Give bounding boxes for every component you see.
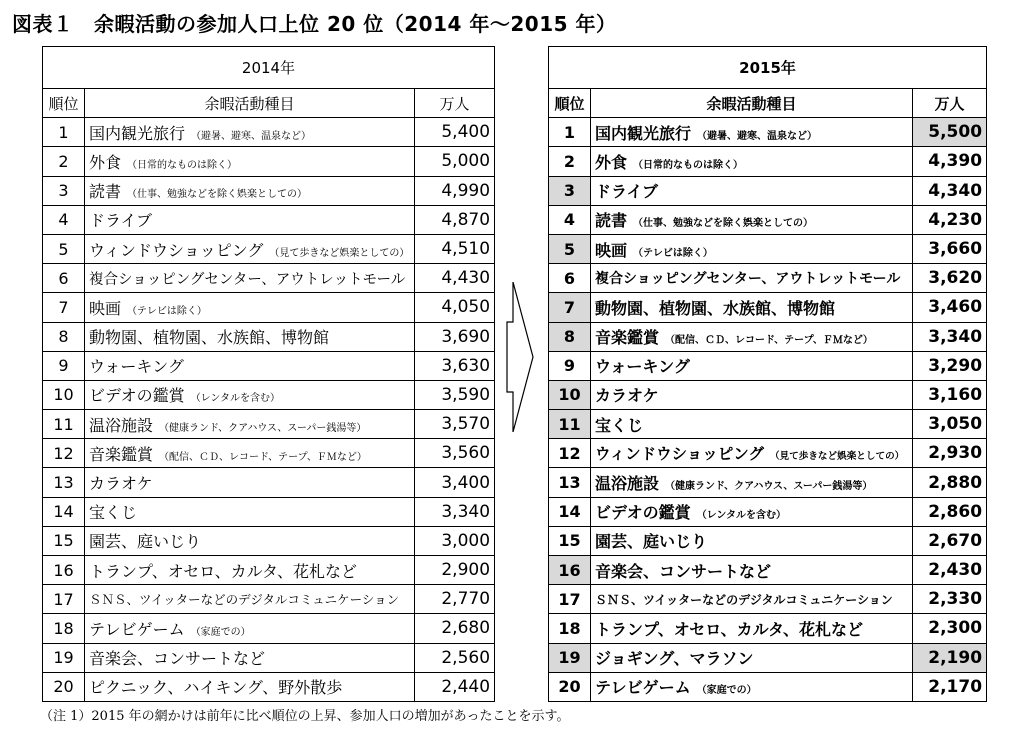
table-row: [549, 468, 987, 497]
value-cell: 3,630: [415, 351, 495, 380]
activity-note: （見て歩きなど娯楽としての）: [769, 451, 905, 463]
rank-cell: 18: [549, 614, 591, 643]
activity-name: ビデオの鑑賞: [595, 503, 691, 523]
activity-cell: [85, 468, 415, 497]
rank-cell: 17: [549, 585, 591, 614]
activity-note: （配信、ＣＤ、レコード、テープ、ＦＭなど）: [665, 335, 873, 347]
activity-name: 動物園、植物園、水族館、博物館: [595, 298, 836, 318]
rank-cell: 12: [43, 439, 85, 468]
activity-name: 外食: [595, 152, 628, 172]
activity-cell: [85, 672, 415, 701]
activity-cell: [591, 234, 913, 263]
value-cell: 3,160: [913, 380, 987, 409]
rank-cell: 13: [549, 468, 591, 497]
table-row: [43, 439, 495, 468]
activity-cell: [591, 614, 913, 643]
activity-name: 国内観光旅行: [89, 123, 186, 143]
rank-cell: 9: [549, 351, 591, 380]
activity-note: （テレビは除く）: [633, 247, 713, 259]
table-row: [549, 351, 987, 380]
activity-note: （レンタルを含む）: [696, 510, 787, 522]
header-activity: 余暇活動種目: [591, 89, 913, 118]
value-cell: 3,340: [913, 322, 987, 351]
value-cell: 4,430: [415, 264, 495, 293]
value-cell: 5,000: [415, 147, 495, 176]
rank-cell: 11: [43, 410, 85, 439]
rank-cell: 9: [43, 351, 85, 380]
value-cell: 5,400: [415, 118, 495, 147]
activity-name: 音楽鑑賞: [595, 328, 660, 348]
activity-name: 映画: [595, 240, 628, 260]
value-cell: 5,500: [913, 118, 987, 147]
activity-cell: [591, 585, 913, 614]
value-cell: 4,230: [913, 205, 987, 234]
table-row: [43, 176, 495, 205]
rank-cell: 11: [549, 410, 591, 439]
activity-cell: [85, 556, 415, 585]
activity-name: ウィンドウショッピング: [89, 240, 264, 260]
table-row: [43, 410, 495, 439]
value-cell: 3,570: [415, 410, 495, 439]
activity-cell: [591, 468, 913, 497]
activity-cell: [85, 643, 415, 672]
rank-cell: 1: [43, 118, 85, 147]
activity-name: ドライブ: [595, 182, 659, 202]
activity-name: ジョギング、マラソン: [595, 649, 754, 669]
value-cell: 2,170: [913, 672, 987, 701]
rank-cell: 3: [549, 176, 591, 205]
activity-name: 読書: [595, 211, 628, 231]
header-unit: 万人: [415, 89, 495, 118]
activity-cell: [591, 497, 913, 526]
table-row: [549, 526, 987, 555]
activity-name: ピクニック、ハイキング、野外散歩: [89, 678, 343, 698]
activity-cell: [85, 351, 415, 380]
table-row: [549, 410, 987, 439]
activity-name: 複合ショッピングセンター、アウトレットモール: [89, 271, 406, 288]
activity-cell: [85, 293, 415, 322]
activity-cell: [85, 380, 415, 409]
activity-cell: [591, 118, 913, 147]
rank-cell: 4: [43, 205, 85, 234]
table-row: [549, 147, 987, 176]
value-cell: 3,620: [913, 264, 987, 293]
activity-cell: [85, 205, 415, 234]
value-cell: 2,440: [415, 672, 495, 701]
activity-cell: [85, 497, 415, 526]
activity-note: （仕事、勉強などを除く娯楽としての）: [127, 189, 308, 201]
table-row: [549, 264, 987, 293]
activity-note: （レンタルを含む）: [190, 393, 281, 405]
rank-cell: 20: [43, 672, 85, 701]
value-cell: 4,050: [415, 293, 495, 322]
rank-cell: 6: [549, 264, 591, 293]
table-row: [549, 614, 987, 643]
arrow-right-icon: [506, 282, 536, 432]
activity-name: カラオケ: [89, 474, 153, 494]
activity-cell: [591, 205, 913, 234]
rank-cell: 10: [549, 380, 591, 409]
activity-cell: [591, 556, 913, 585]
table-2015-year: 2015年: [549, 47, 987, 89]
table-row: [549, 439, 987, 468]
table-row: [43, 234, 495, 263]
table-row: [549, 176, 987, 205]
activity-cell: [591, 439, 913, 468]
table-row: [43, 585, 495, 614]
value-cell: 3,590: [415, 380, 495, 409]
table-row: [43, 497, 495, 526]
activity-cell: [85, 176, 415, 205]
activity-cell: [591, 264, 913, 293]
rank-cell: 2: [43, 147, 85, 176]
table-row: [549, 380, 987, 409]
activity-name: トランプ、オセロ、カルタ、花札など: [595, 619, 864, 639]
activity-cell: [85, 526, 415, 555]
table-row: [43, 468, 495, 497]
activity-note: （仕事、勉強などを除く娯楽としての）: [633, 218, 814, 230]
table-row: [549, 672, 987, 701]
value-cell: 3,460: [913, 293, 987, 322]
activity-cell: [591, 293, 913, 322]
table-row: [43, 293, 495, 322]
activity-name: 宝くじ: [89, 503, 138, 523]
activity-name: ウィンドウショッピング: [595, 445, 764, 464]
rank-cell: 7: [549, 293, 591, 322]
table-2014: [42, 46, 495, 702]
rank-cell: 14: [549, 497, 591, 526]
page-title: 図表１ 余暇活動の参加人口上位 20 位（2014 年～2015 年）: [12, 12, 617, 36]
value-cell: 2,670: [913, 526, 987, 555]
table-row: [549, 293, 987, 322]
value-cell: 2,430: [913, 556, 987, 585]
table-row: [549, 556, 987, 585]
activity-name: ビデオの鑑賞: [89, 386, 185, 406]
table-row: [43, 264, 495, 293]
value-cell: 4,390: [913, 147, 987, 176]
value-cell: 2,560: [415, 643, 495, 672]
table-row: [549, 118, 987, 147]
activity-name: 複合ショッピングセンター、アウトレットモール: [595, 271, 901, 288]
activity-cell: [85, 234, 415, 263]
activity-cell: [591, 643, 913, 672]
rank-cell: 4: [549, 205, 591, 234]
value-cell: 4,990: [415, 176, 495, 205]
rank-cell: 8: [43, 322, 85, 351]
rank-cell: 1: [549, 118, 591, 147]
activity-name: ＳＮＳ、ツイッターなどのデジタルコミュニケーション: [89, 592, 400, 608]
table-row: [549, 205, 987, 234]
table-2015: [548, 46, 987, 702]
table-row: [549, 497, 987, 526]
activity-name: ウォーキング: [89, 357, 184, 377]
value-cell: 2,770: [415, 585, 495, 614]
rank-cell: 13: [43, 468, 85, 497]
table-row: [43, 322, 495, 351]
value-cell: 3,660: [913, 234, 987, 263]
value-cell: 2,680: [415, 614, 495, 643]
table-row: [43, 614, 495, 643]
header-rank: 順位: [43, 89, 85, 118]
activity-cell: [591, 351, 913, 380]
activity-name: 動物園、植物園、水族館、博物館: [89, 328, 330, 348]
activity-name: ＳＮＳ、ツイッターなどのデジタルコミュニケーション: [595, 592, 893, 607]
activity-name: 宝くじ: [595, 415, 644, 435]
header-activity: 余暇活動種目: [85, 89, 415, 118]
rank-cell: 18: [43, 614, 85, 643]
value-cell: 3,340: [415, 497, 495, 526]
rank-cell: 3: [43, 176, 85, 205]
table-row: [549, 585, 987, 614]
activity-note: （家庭での）: [190, 626, 251, 638]
activity-name: 読書: [89, 182, 122, 202]
table-row: [43, 643, 495, 672]
value-cell: 2,330: [913, 585, 987, 614]
table-row: [43, 118, 495, 147]
rank-cell: 19: [549, 643, 591, 672]
rank-cell: 17: [43, 585, 85, 614]
value-cell: 3,050: [913, 410, 987, 439]
table-row: [549, 234, 987, 263]
table-row: [43, 351, 495, 380]
table-row: [43, 526, 495, 555]
value-cell: 3,690: [415, 322, 495, 351]
rank-cell: 5: [43, 234, 85, 263]
activity-cell: [85, 439, 415, 468]
rank-cell: 12: [549, 439, 591, 468]
activity-cell: [591, 410, 913, 439]
value-cell: 4,870: [415, 205, 495, 234]
activity-name: ドライブ: [89, 211, 153, 231]
activity-name: 音楽鑑賞: [89, 444, 154, 464]
value-cell: 2,300: [913, 614, 987, 643]
table-row: [549, 643, 987, 672]
activity-cell: [591, 380, 913, 409]
table-row: [43, 672, 495, 701]
value-cell: 2,190: [913, 643, 987, 672]
activity-cell: [591, 672, 913, 701]
activity-name: 外食: [89, 152, 122, 172]
rank-cell: 20: [549, 672, 591, 701]
table-row: [43, 556, 495, 585]
rank-cell: 14: [43, 497, 85, 526]
activity-name: カラオケ: [595, 386, 659, 406]
value-cell: 3,000: [415, 526, 495, 555]
activity-name: 温浴施設: [595, 474, 660, 494]
activity-name: 園芸、庭いじり: [595, 532, 708, 552]
activity-note: （日常的なものは除く）: [633, 159, 744, 171]
rank-cell: 6: [43, 264, 85, 293]
table-row: [549, 322, 987, 351]
activity-cell: [85, 585, 415, 614]
footnote: （注 1）2015 年の網かけは前年に比べ順位の上昇、参加人口の増加があったことを示す。: [40, 709, 570, 724]
activity-name: ウォーキング: [595, 357, 690, 377]
table-row: [43, 205, 495, 234]
activity-cell: [591, 176, 913, 205]
activity-name: 音楽会、コンサートなど: [595, 561, 772, 581]
rank-cell: 19: [43, 643, 85, 672]
value-cell: 2,860: [913, 497, 987, 526]
rank-cell: 8: [549, 322, 591, 351]
activity-cell: [85, 264, 415, 293]
activity-name: テレビゲーム: [89, 619, 185, 639]
activity-note: （避暑、避寒、温泉など）: [697, 130, 818, 142]
activity-cell: [591, 322, 913, 351]
activity-note: （配信、ＣＤ、レコード、テープ、ＦＭなど）: [159, 451, 367, 463]
value-cell: 3,560: [415, 439, 495, 468]
activity-cell: [591, 147, 913, 176]
activity-name: 音楽会、コンサートなど: [89, 649, 266, 669]
rank-cell: 16: [43, 556, 85, 585]
rank-cell: 2: [549, 147, 591, 176]
rank-cell: 7: [43, 293, 85, 322]
activity-cell: [85, 322, 415, 351]
activity-note: （健康ランド、クアハウス、スーパー銭湯等）: [159, 422, 367, 434]
value-cell: 2,880: [913, 468, 987, 497]
activity-cell: [591, 526, 913, 555]
activity-cell: [85, 118, 415, 147]
value-cell: 2,900: [415, 556, 495, 585]
activity-cell: [85, 410, 415, 439]
activity-name: テレビゲーム: [595, 678, 691, 698]
header-rank: 順位: [549, 89, 591, 118]
table-row: [43, 147, 495, 176]
rank-cell: 16: [549, 556, 591, 585]
activity-note: （見て歩きなど娯楽としての）: [269, 247, 410, 259]
activity-note: （家庭での）: [696, 685, 757, 697]
activity-name: 温浴施設: [89, 415, 154, 435]
value-cell: 4,510: [415, 234, 495, 263]
value-cell: 2,930: [913, 439, 987, 468]
table-2014-year: 2014年: [43, 47, 495, 89]
activity-name: 映画: [89, 298, 122, 318]
rank-cell: 10: [43, 380, 85, 409]
value-cell: 3,290: [913, 351, 987, 380]
activity-note: （健康ランド、クアハウス、スーパー銭湯等）: [665, 481, 873, 493]
value-cell: 3,400: [415, 468, 495, 497]
activity-name: トランプ、オセロ、カルタ、花札など: [89, 561, 358, 581]
activity-cell: [85, 147, 415, 176]
header-unit: 万人: [913, 89, 987, 118]
activity-cell: [85, 614, 415, 643]
rank-cell: 5: [549, 234, 591, 263]
rank-cell: 15: [43, 526, 85, 555]
activity-name: 国内観光旅行: [595, 123, 692, 143]
activity-note: （テレビは除く）: [127, 305, 207, 317]
activity-name: 園芸、庭いじり: [89, 532, 202, 552]
table-row: [43, 380, 495, 409]
value-cell: 4,340: [913, 176, 987, 205]
activity-note: （日常的なものは除く）: [127, 159, 238, 171]
activity-note: （避暑、避寒、温泉など）: [191, 130, 312, 142]
rank-cell: 15: [549, 526, 591, 555]
